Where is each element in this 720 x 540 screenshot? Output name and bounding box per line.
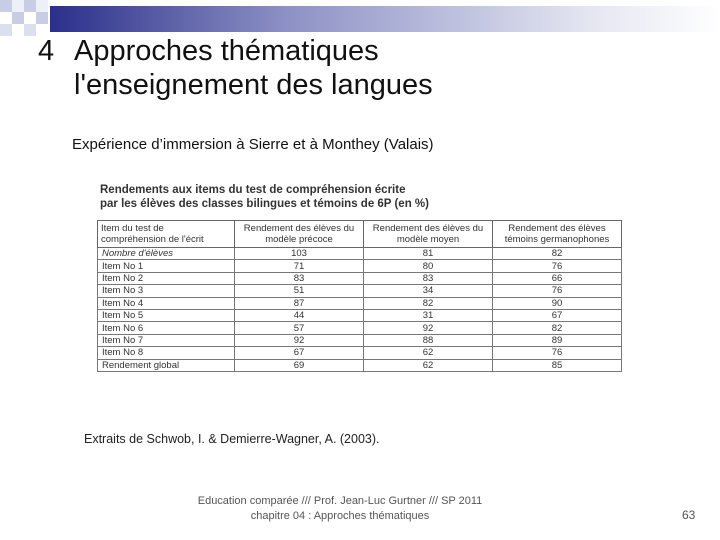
table-row (98, 359, 622, 371)
cell-early: 87 (235, 297, 364, 309)
cell-early: 69 (235, 359, 364, 371)
title-number: 4 (38, 35, 55, 67)
cell-middle: 88 (364, 334, 493, 346)
table-row (98, 322, 622, 334)
cell-middle: 34 (364, 285, 493, 297)
cell-control: 89 (493, 334, 622, 346)
row-label: Item No 3 (98, 285, 235, 297)
cell-early: 57 (235, 322, 364, 334)
cell-control: 66 (493, 272, 622, 284)
cell-middle: 62 (364, 347, 493, 359)
row-label: Item No 7 (98, 334, 235, 346)
cell-early: 51 (235, 285, 364, 297)
cell-control: 82 (493, 322, 622, 334)
cell-early: 67 (235, 347, 364, 359)
figure-title (100, 183, 622, 211)
row-label: Item No 5 (98, 309, 235, 321)
figure-title-line2: par les élèves des classes bilingues et témoins de 6P (en %) (100, 198, 429, 210)
cell-middle: 81 (364, 248, 493, 260)
table-row (98, 309, 622, 321)
table-row (98, 260, 622, 272)
row-label: Nombre d'élèves (98, 248, 235, 260)
source-citation: Extraits de Schwob, I. & Demierre-Wagner, A. (2003). (84, 432, 380, 446)
footer-line1: Education comparée /// Prof. Jean-Luc Gurtner /// SP 2011 (197, 495, 483, 507)
row-label: Item No 6 (98, 322, 235, 334)
cell-middle: 83 (364, 272, 493, 284)
title-line1: Approches thématiques (74, 35, 379, 67)
header-item: Item du test de compréhension de l'écrit (98, 221, 235, 248)
row-label: Rendement global (98, 359, 235, 371)
slide-subtitle: Expérience d’immersion à Sierre et à Monthey (Valais) (72, 136, 434, 153)
cell-early: 44 (235, 309, 364, 321)
cell-control: 85 (493, 359, 622, 371)
cell-early: 92 (235, 334, 364, 346)
figure-title-line1: Rendements aux items du test de compréhension écrite (100, 184, 406, 196)
cell-control: 90 (493, 297, 622, 309)
row-label: Item No 1 (98, 260, 235, 272)
table-row (98, 297, 622, 309)
cell-control: 76 (493, 260, 622, 272)
row-label: Item No 2 (98, 272, 235, 284)
header-control-group: Rendement des élèves témoins germanophones (493, 221, 622, 248)
table-row (98, 248, 622, 260)
table-header-row (98, 221, 622, 248)
slide-footer (160, 494, 520, 524)
table-row (98, 272, 622, 284)
cell-control: 82 (493, 248, 622, 260)
cell-control: 67 (493, 309, 622, 321)
title-line2: l'enseignement des langues (74, 69, 433, 101)
cell-middle: 80 (364, 260, 493, 272)
cell-middle: 92 (364, 322, 493, 334)
page-number: 63 (682, 508, 696, 522)
results-table (97, 220, 622, 372)
cell-early: 71 (235, 260, 364, 272)
cell-middle: 31 (364, 309, 493, 321)
header-early-model: Rendement des élèves du modèle précoce (235, 221, 364, 248)
cell-control: 76 (493, 285, 622, 297)
slide-title (38, 34, 433, 102)
cell-middle: 82 (364, 297, 493, 309)
header-middle-model: Rendement des élèves du modèle moyen (364, 221, 493, 248)
table-row (98, 334, 622, 346)
figure-scan (97, 183, 622, 372)
cell-control: 76 (493, 347, 622, 359)
table-row (98, 285, 622, 297)
row-label: Item No 4 (98, 297, 235, 309)
cell-early: 83 (235, 272, 364, 284)
cell-early: 103 (235, 248, 364, 260)
table-row (98, 347, 622, 359)
row-label: Item No 8 (98, 347, 235, 359)
footer-line2: chapitre 04 : Approches thématiques (250, 510, 430, 522)
cell-middle: 62 (364, 359, 493, 371)
